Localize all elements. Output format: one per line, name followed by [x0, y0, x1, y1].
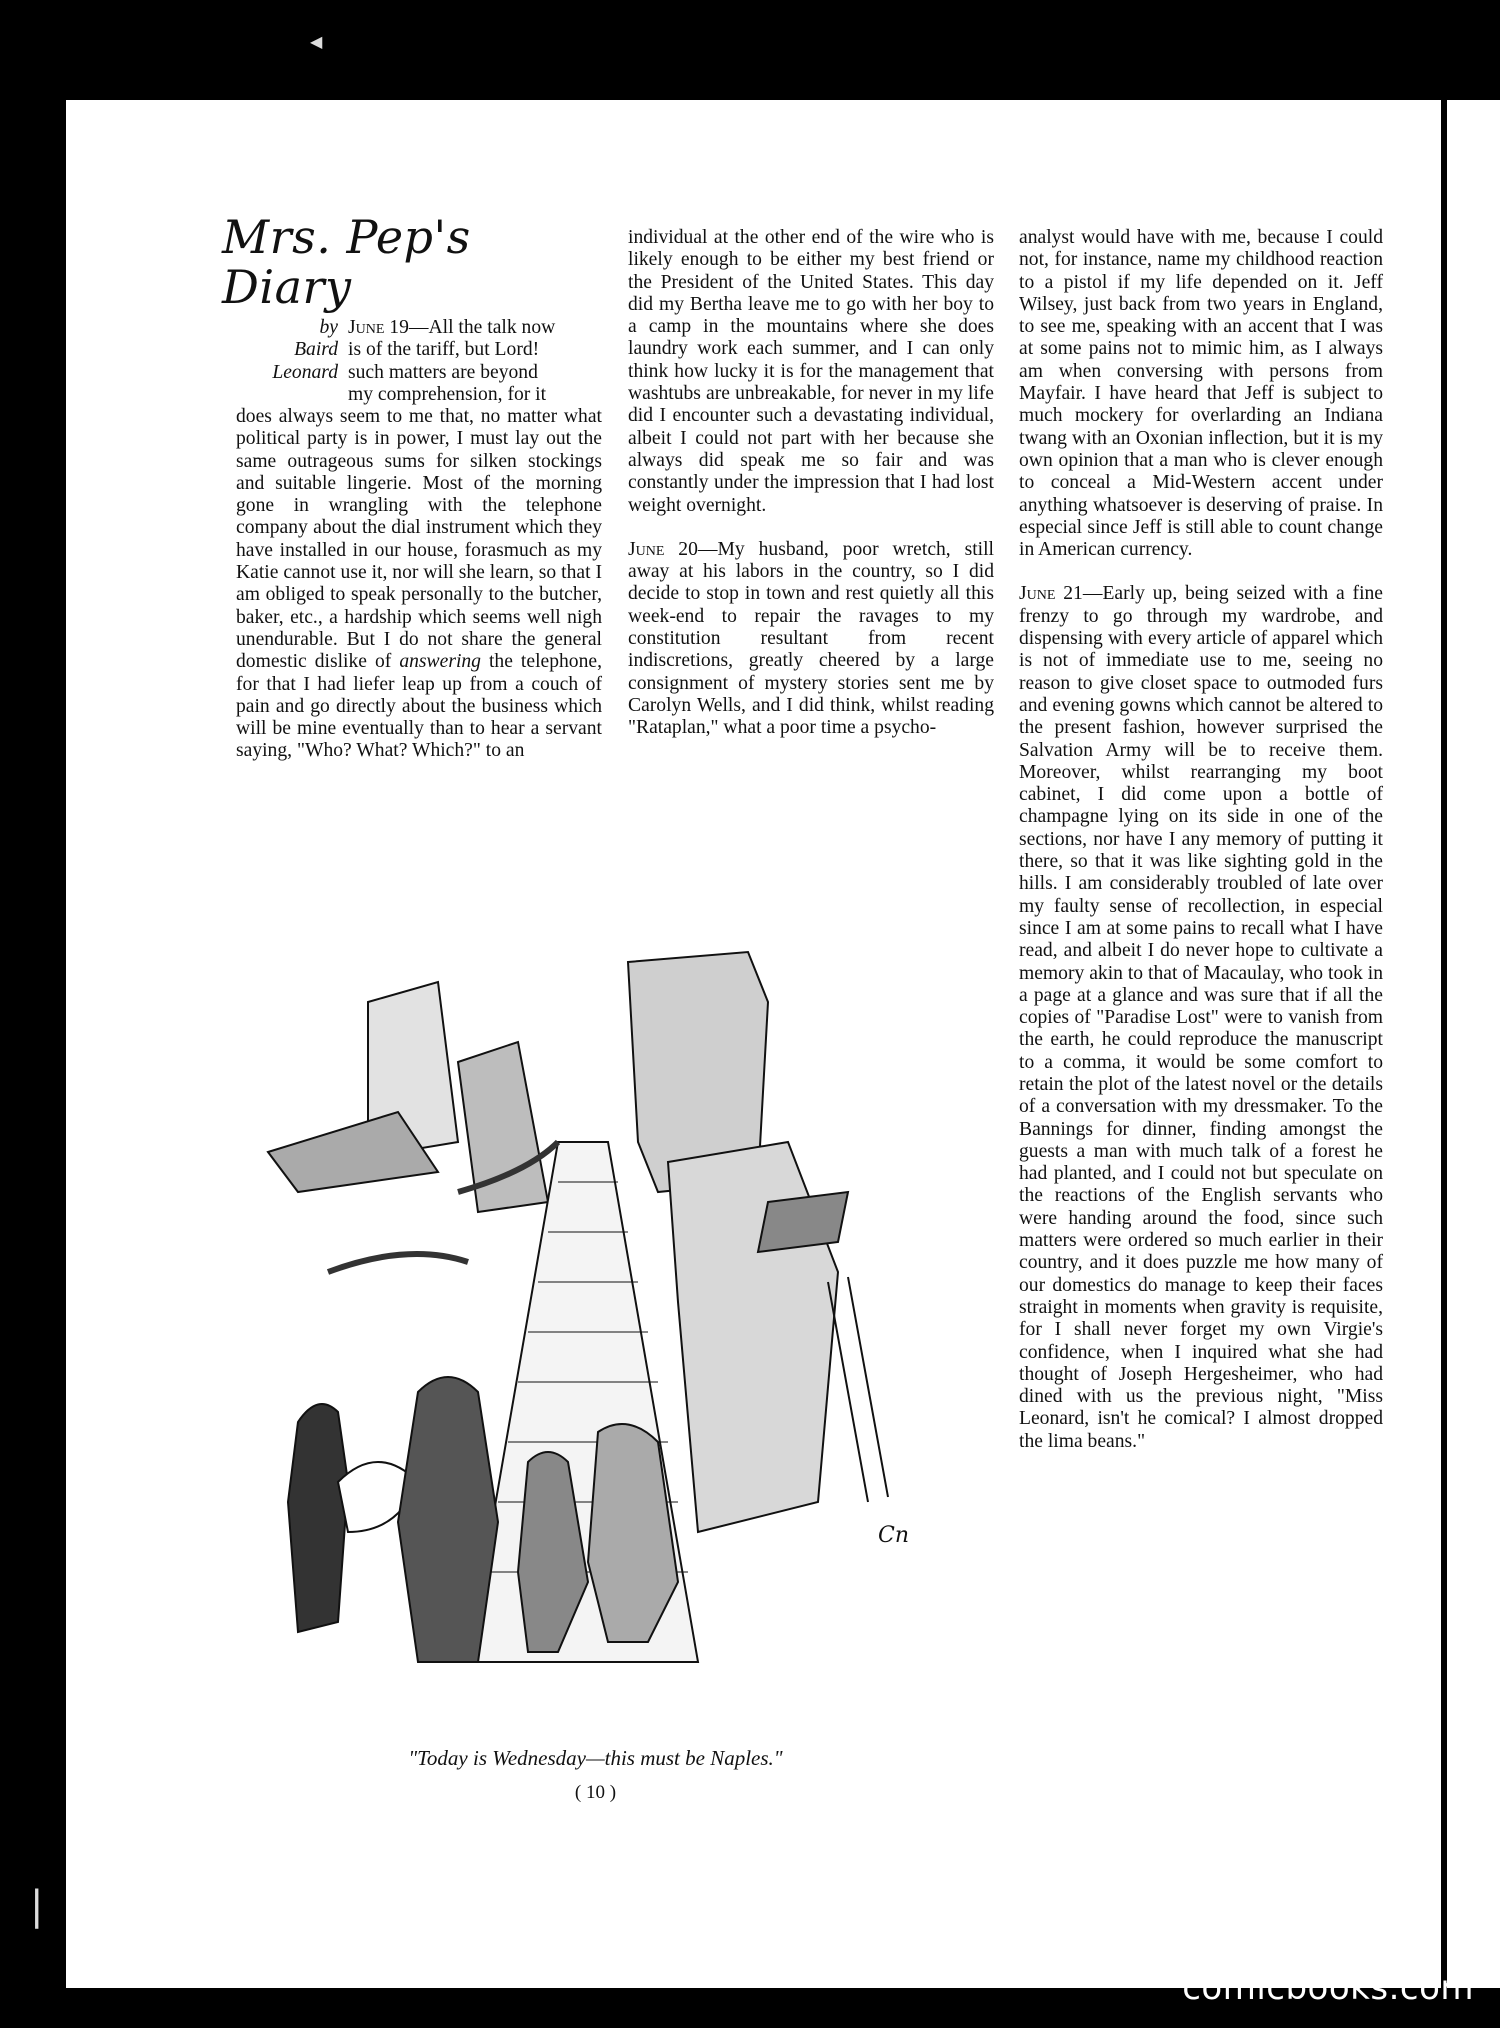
article-title: Mrs. Pep's Diary [222, 210, 471, 314]
diary-date: June 19 [348, 317, 409, 338]
col3-paragraph-2 [1019, 583, 1383, 1453]
balcony [758, 1192, 848, 1252]
col1-text-end: the telephone, for that I had liefer leap up from a couch of pain and go directly about the business which will be mine eventually than to hear a servant saying, "Who? What? Which?" to an [236, 651, 602, 762]
man-hat-figure [398, 1377, 498, 1662]
column-1-indented [348, 317, 602, 406]
byline-by: by [319, 317, 338, 338]
byline-last-name: Leonard [272, 361, 338, 383]
col2-paragraph-1: individual at the other end of the wire who is likely enough to be either my best friend or the President of the United States. This day did my Bertha leave me to go with her boy to a camp in the mountains where she does laundry work each summer, and I can only think how lucky it is for the management that washtubs are unbreakable, for never in my life did I encounter such a devastating individual, albeit I could not part with her because she always did speak me so fair and was constantly under the impression that I had lost weight overnight. [628, 227, 994, 516]
byline [246, 317, 346, 384]
illustration-caption: "Today is Wednesday—this must be Naples." [408, 1746, 783, 1770]
watermark: comicbooks.com [1182, 1968, 1474, 2008]
vendor-figure [288, 1404, 348, 1632]
col1-text: does always seem to me that, no matter what political party is in power, I must lay out the same outrageous sums for silken stockings and suitable lingerie. Most of the morning gone in wrangling with the telephone company about the dial instrument which they have installed in our house, forasmuch as my Katie cannot use it, nor will she learn, so that I am obliged to speak personally to the butcher, baker, etc., a hardship which seems well nigh unendurable. But I do not share the general domestic dislike of [236, 406, 602, 673]
ladder [828, 1277, 888, 1502]
street-scene-illustration [228, 942, 963, 1680]
col3-paragraph-1: analyst would have with me, because I could not, for instance, name my childhood reaction to a pistol if my life depended on it. Jeff Wilsey, just back from two years in England, to see me, speaking with an accent that I was at some pains not to mimic him, as I always am when conversing with persons from Mayfair. I have heard that Jeff is subject to much mockery for overlarding an Indiana twang with an Oxonian inflection, but it is my own opinion that a man who is clever enough to conceal a Mid-Western accent under anything whatsoever is deserving of praise. In especial since Jeff is still able to count change in American currency. [1019, 227, 1383, 561]
scan-speck: ◀ [310, 32, 323, 51]
illustrator-signature: Cn [878, 1523, 910, 1548]
col1-line: June 19—All the talk now [348, 317, 556, 338]
page-number: ( 10 ) [574, 1782, 617, 1803]
col2-paragraph-2 [628, 539, 994, 740]
col1-italic: answering [399, 651, 481, 673]
column-1 [236, 406, 602, 763]
adjacent-page-edge [1447, 100, 1500, 1988]
col1-paragraph [236, 406, 602, 763]
col1-line: my comprehension, for it [348, 383, 547, 405]
col1-line: such matters are beyond [348, 361, 538, 383]
col1-line: is of the tariff, but Lord! [348, 339, 540, 361]
woman-figure-2 [588, 1424, 678, 1642]
scan-mark: | [30, 1883, 44, 1929]
column-3 [1019, 227, 1383, 1453]
col2-text: —My husband, poor wretch, still away at his labors in the country, so I did decide to stop in town and rest quietly all this week-end to repair the ravages to my constitution resultant from recent indiscretions, greatly cheered by a large consignment of mystery stories sent me by Carolyn Wells, and I did think, whilst reading "Rataplan," what a poor time a psycho- [628, 538, 994, 739]
col3-text: —Early up, being seized with a fine frenzy to go through my wardrobe, and dispensing with every article of apparel which is not of immediate use to me, seeing no reason to give closet space to outmoded furs and evening gowns which cannot be altered to the present fashion, however surprised the Salvation Army will be to receive them. Moreover, whilst rearranging my boot cabinet, I did come upon a bottle of champagne lying on its side in one of the sections, nor have I any memory of putting it there, so that it was like sighting gold in the hills. I am considerably troubled of late over my faulty sense of recollection, in especial since I am at some pains to recall what I have read, and albeit I do never hope to cultivate a memory akin to that of Macaulay, who took in a page at a glance and was sure that if all the copies of "Paradise Lost" were to vanish from the earth, he could reproduce the manuscript to a comma, it would be some comfort to retain the plot of the latest novel or the details of a conversation with my dressmaker. To the Bannings for dinner, finding amongst the guests a man with much talk of a forest he had planted, and I could not but speculate on the reactions of the English servants who were handing around the food, since such matters were ordered so much earlier in their country, and it does puzzle me how many of our domestics do manage to keep their faces straight in moments when gravity is requisite, for I shall never forget my own Virgie's confidence, when I inquired what she had thought of Joseph Hergesheimer, who had dined with us the previous night, "Miss Leonard, isn't he comical? I almost dropped the lima beans." [1019, 583, 1384, 1452]
diary-date: June 20 [628, 538, 698, 560]
column-2 [628, 227, 994, 740]
byline-first-name: Baird [294, 339, 338, 361]
diary-date: June 21 [1019, 583, 1083, 605]
